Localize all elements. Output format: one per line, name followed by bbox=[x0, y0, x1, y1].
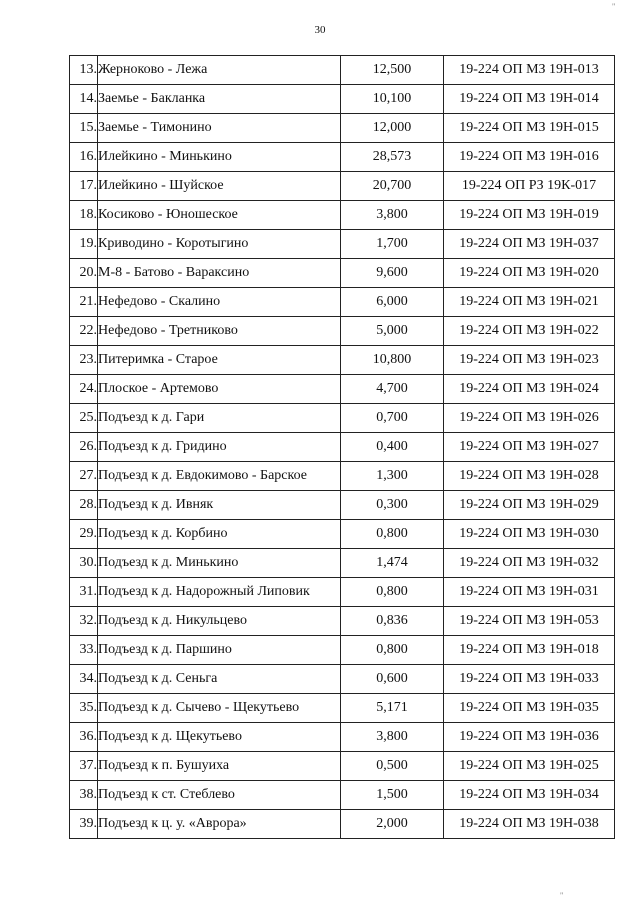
road-name: Подъезд к д. Корбино bbox=[98, 520, 341, 549]
road-length: 6,000 bbox=[341, 288, 444, 317]
road-id-code: 19-224 ОП МЗ 19Н-030 bbox=[444, 520, 615, 549]
road-id-code: 19-224 ОП МЗ 19Н-038 bbox=[444, 810, 615, 839]
road-name: Подъезд к д. Никульцево bbox=[98, 607, 341, 636]
row-number: 38. bbox=[70, 781, 98, 810]
road-length: 1,474 bbox=[341, 549, 444, 578]
road-id-code: 19-224 ОП МЗ 19Н-016 bbox=[444, 143, 615, 172]
table-row bbox=[70, 549, 615, 578]
road-length: 0,836 bbox=[341, 607, 444, 636]
road-name: Криводино - Коротыгино bbox=[98, 230, 341, 259]
road-id-code: 19-224 ОП МЗ 19Н-033 bbox=[444, 665, 615, 694]
road-id-code: 19-224 ОП МЗ 19Н-037 bbox=[444, 230, 615, 259]
road-length: 0,800 bbox=[341, 520, 444, 549]
road-name: Косиково - Юношеское bbox=[98, 201, 341, 230]
table-row bbox=[70, 114, 615, 143]
row-number: 31. bbox=[70, 578, 98, 607]
road-id-code: 19-224 ОП МЗ 19Н-018 bbox=[444, 636, 615, 665]
road-length: 3,800 bbox=[341, 723, 444, 752]
row-number: 26. bbox=[70, 433, 98, 462]
road-name: Подъезд к д. Гари bbox=[98, 404, 341, 433]
row-number: 13. bbox=[70, 56, 98, 85]
road-id-code: 19-224 ОП МЗ 19Н-024 bbox=[444, 375, 615, 404]
road-name: Подъезд к д. Ивняк bbox=[98, 491, 341, 520]
road-id-code: 19-224 ОП МЗ 19Н-031 bbox=[444, 578, 615, 607]
row-number: 34. bbox=[70, 665, 98, 694]
road-id-code: 19-224 ОП МЗ 19Н-013 bbox=[444, 56, 615, 85]
row-number: 27. bbox=[70, 462, 98, 491]
row-number: 36. bbox=[70, 723, 98, 752]
road-id-code: 19-224 ОП МЗ 19Н-021 bbox=[444, 288, 615, 317]
road-id-code: 19-224 ОП МЗ 19Н-025 bbox=[444, 752, 615, 781]
table-row bbox=[70, 810, 615, 839]
table-row bbox=[70, 491, 615, 520]
road-length: 10,800 bbox=[341, 346, 444, 375]
table-row bbox=[70, 375, 615, 404]
road-length: 20,700 bbox=[341, 172, 444, 201]
road-id-code: 19-224 ОП МЗ 19Н-015 bbox=[444, 114, 615, 143]
table-row bbox=[70, 694, 615, 723]
row-number: 28. bbox=[70, 491, 98, 520]
row-number: 32. bbox=[70, 607, 98, 636]
row-number: 18. bbox=[70, 201, 98, 230]
row-number: 30. bbox=[70, 549, 98, 578]
road-name: Подъезд к д. Паршино bbox=[98, 636, 341, 665]
table-row bbox=[70, 230, 615, 259]
road-id-code: 19-224 ОП МЗ 19Н-019 bbox=[444, 201, 615, 230]
table-row bbox=[70, 578, 615, 607]
road-name: М-8 - Батово - Вараксино bbox=[98, 259, 341, 288]
road-length: 2,000 bbox=[341, 810, 444, 839]
road-length: 0,600 bbox=[341, 665, 444, 694]
table-row bbox=[70, 723, 615, 752]
roads-table bbox=[69, 55, 615, 839]
roads-table-body bbox=[70, 56, 615, 839]
road-id-code: 19-224 ОП МЗ 19Н-034 bbox=[444, 781, 615, 810]
table-row bbox=[70, 752, 615, 781]
table-row bbox=[70, 288, 615, 317]
road-name: Подъезд к ц. у. «Аврора» bbox=[98, 810, 341, 839]
road-length: 5,000 bbox=[341, 317, 444, 346]
road-id-code: 19-224 ОП МЗ 19Н-023 bbox=[444, 346, 615, 375]
row-number: 21. bbox=[70, 288, 98, 317]
road-id-code: 19-224 ОП МЗ 19Н-032 bbox=[444, 549, 615, 578]
road-name: Заемье - Тимонино bbox=[98, 114, 341, 143]
page-number: 30 bbox=[314, 24, 326, 36]
table-row bbox=[70, 56, 615, 85]
road-id-code: 19-224 ОП МЗ 19Н-053 bbox=[444, 607, 615, 636]
row-number: 14. bbox=[70, 85, 98, 114]
table-row bbox=[70, 636, 615, 665]
row-number: 20. bbox=[70, 259, 98, 288]
road-name: Подъезд к д. Евдокимово - Барское bbox=[98, 462, 341, 491]
road-id-code: 19-224 ОП МЗ 19Н-028 bbox=[444, 462, 615, 491]
table-row bbox=[70, 143, 615, 172]
road-length: 0,500 bbox=[341, 752, 444, 781]
row-number: 24. bbox=[70, 375, 98, 404]
table-row bbox=[70, 462, 615, 491]
road-id-code: 19-224 ОП МЗ 19Н-029 bbox=[444, 491, 615, 520]
road-name: Подъезд к д. Надорожный Липовик bbox=[98, 578, 341, 607]
road-id-code: 19-224 ОП МЗ 19Н-027 bbox=[444, 433, 615, 462]
corner-mark: " bbox=[560, 891, 564, 900]
road-name: Подъезд к д. Сычево - Щекутьево bbox=[98, 694, 341, 723]
table-row bbox=[70, 346, 615, 375]
road-id-code: 19-224 ОП МЗ 19Н-014 bbox=[444, 85, 615, 114]
row-number: 39. bbox=[70, 810, 98, 839]
table-row bbox=[70, 781, 615, 810]
road-length: 0,800 bbox=[341, 636, 444, 665]
road-name: Питеримка - Старое bbox=[98, 346, 341, 375]
row-number: 33. bbox=[70, 636, 98, 665]
road-id-code: 19-224 ОП МЗ 19Н-035 bbox=[444, 694, 615, 723]
row-number: 25. bbox=[70, 404, 98, 433]
road-name: Нефедово - Скалино bbox=[98, 288, 341, 317]
road-length: 12,000 bbox=[341, 114, 444, 143]
road-length: 28,573 bbox=[341, 143, 444, 172]
road-length: 9,600 bbox=[341, 259, 444, 288]
road-id-code: 19-224 ОП МЗ 19Н-022 bbox=[444, 317, 615, 346]
road-length: 1,300 bbox=[341, 462, 444, 491]
row-number: 37. bbox=[70, 752, 98, 781]
road-name: Заемье - Бакланка bbox=[98, 85, 341, 114]
road-id-code: 19-224 ОП МЗ 19Н-026 bbox=[444, 404, 615, 433]
row-number: 29. bbox=[70, 520, 98, 549]
table-row bbox=[70, 201, 615, 230]
road-length: 5,171 bbox=[341, 694, 444, 723]
road-length: 1,500 bbox=[341, 781, 444, 810]
road-length: 10,100 bbox=[341, 85, 444, 114]
road-length: 0,300 bbox=[341, 491, 444, 520]
road-name: Жерноково - Лежа bbox=[98, 56, 341, 85]
table-row bbox=[70, 520, 615, 549]
table-row bbox=[70, 259, 615, 288]
table-row bbox=[70, 404, 615, 433]
road-id-code: 19-224 ОП МЗ 19Н-020 bbox=[444, 259, 615, 288]
corner-mark: " bbox=[612, 2, 616, 11]
table-row bbox=[70, 172, 615, 201]
table-row bbox=[70, 607, 615, 636]
road-id-code: 19-224 ОП МЗ 19Н-036 bbox=[444, 723, 615, 752]
road-name: Плоское - Артемово bbox=[98, 375, 341, 404]
row-number: 17. bbox=[70, 172, 98, 201]
road-length: 12,500 bbox=[341, 56, 444, 85]
road-length: 0,400 bbox=[341, 433, 444, 462]
road-name: Подъезд к д. Гридино bbox=[98, 433, 341, 462]
road-length: 0,700 bbox=[341, 404, 444, 433]
road-length: 3,800 bbox=[341, 201, 444, 230]
road-length: 4,700 bbox=[341, 375, 444, 404]
table-row bbox=[70, 85, 615, 114]
road-name: Подъезд к п. Бушуиха bbox=[98, 752, 341, 781]
road-name: Подъезд к д. Сеньга bbox=[98, 665, 341, 694]
table-row bbox=[70, 317, 615, 346]
road-name: Подъезд к ст. Стеблево bbox=[98, 781, 341, 810]
row-number: 23. bbox=[70, 346, 98, 375]
road-name: Подъезд к д. Щекутьево bbox=[98, 723, 341, 752]
road-length: 0,800 bbox=[341, 578, 444, 607]
road-name: Илейкино - Шуйское bbox=[98, 172, 341, 201]
road-name: Илейкино - Минькино bbox=[98, 143, 341, 172]
road-name: Подъезд к д. Минькино bbox=[98, 549, 341, 578]
row-number: 35. bbox=[70, 694, 98, 723]
row-number: 22. bbox=[70, 317, 98, 346]
table-row bbox=[70, 433, 615, 462]
road-id-code: 19-224 ОП РЗ 19К-017 bbox=[444, 172, 615, 201]
road-length: 1,700 bbox=[341, 230, 444, 259]
table-row bbox=[70, 665, 615, 694]
road-name: Нефедово - Третниково bbox=[98, 317, 341, 346]
row-number: 16. bbox=[70, 143, 98, 172]
row-number: 15. bbox=[70, 114, 98, 143]
row-number: 19. bbox=[70, 230, 98, 259]
